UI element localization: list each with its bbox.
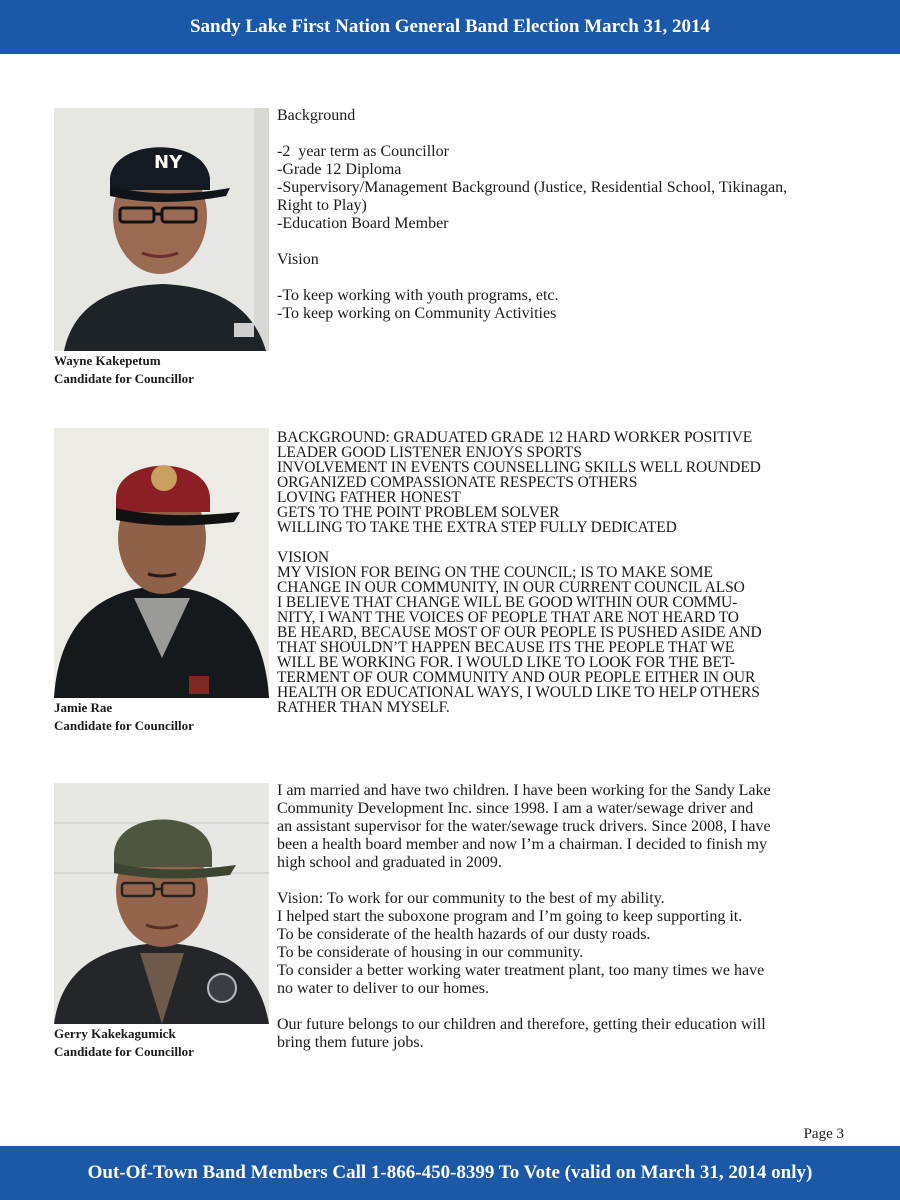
bio-line: To be considerate of the health hazards of our dusty roads. <box>277 926 651 943</box>
bio-line <box>277 125 857 143</box>
bio-line: I BELIEVE THAT CHANGE WILL BE GOOD WITHIN OUR COMMU- <box>277 594 738 611</box>
bio-line: RATHER THAN MYSELF. <box>277 699 450 716</box>
bio-line: bring them future jobs. <box>277 1034 424 1051</box>
footer-bar <box>0 1146 900 1200</box>
bio-line: Our future belongs to our children and therefore, getting their education will <box>277 1016 766 1033</box>
header-bar <box>0 0 900 54</box>
bio-line <box>277 269 857 287</box>
candidate-photo-gerry <box>54 783 269 1024</box>
bio-line: BE HEARD, BECAUSE MOST OF OUR PEOPLE IS PUSHED ASIDE AND <box>277 624 762 641</box>
candidate-caption-gerry <box>54 1025 274 1061</box>
bio-line: To be considerate of housing in our community. <box>277 944 584 961</box>
candidate-bio-gerry <box>277 782 857 1052</box>
bio-line <box>277 998 857 1016</box>
bio-line <box>277 535 857 550</box>
bio-line: BACKGROUND: GRADUATED GRADE 12 HARD WORKER POSITIVE <box>277 429 753 446</box>
bio-line: -Supervisory/Management Background (Justice, Residential School, Tikinagan, <box>277 179 788 196</box>
svg-text:NY: NY <box>154 152 183 173</box>
bio-line: -2 year term as Councillor <box>277 143 449 160</box>
bio-line: I am married and have two children. I have been working for the Sandy Lake <box>277 782 771 799</box>
page-number: Page 3 <box>803 1126 844 1142</box>
candidate-role: Candidate for Councillor <box>54 718 194 733</box>
candidate-name: Jamie Rae <box>54 700 113 715</box>
candidate-caption-wayne <box>54 352 274 388</box>
candidate-name: Wayne Kakepetum <box>54 353 161 368</box>
bio-line: ORGANIZED COMPASSIONATE RESPECTS OTHERS <box>277 474 638 491</box>
bio-line: -Education Board Member <box>277 215 449 232</box>
bio-line <box>277 872 857 890</box>
bio-line: THAT SHOULDN’T HAPPEN BECAUSE ITS THE PEOPLE THAT WE <box>277 639 735 656</box>
bio-line: -Grade 12 Diploma <box>277 161 402 178</box>
bio-line: LEADER GOOD LISTENER ENJOYS SPORTS <box>277 444 582 461</box>
bio-line: no water to deliver to our homes. <box>277 980 489 997</box>
candidate-role: Candidate for Councillor <box>54 371 194 386</box>
bio-line: NITY, I WANT THE VOICES OF PEOPLE THAT ARE NOT HEARD TO <box>277 609 739 626</box>
bio-line: -To keep working with youth programs, etc. <box>277 287 559 304</box>
bio-line: Community Development Inc. since 1998. I am a water/sewage driver and <box>277 800 754 817</box>
bio-line: LOVING FATHER HONEST <box>277 489 461 506</box>
candidate-bio-wayne <box>277 107 857 323</box>
bio-line: HEALTH OR EDUCATIONAL WAYS, I WOULD LIKE TO HELP OTHERS <box>277 684 760 701</box>
bio-line: GETS TO THE POINT PROBLEM SOLVER <box>277 504 560 521</box>
bio-line: Vision: To work for our community to the best of my ability. <box>277 890 665 907</box>
bio-line: MY VISION FOR BEING ON THE COUNCIL; IS TO MAKE SOME <box>277 564 713 581</box>
candidate-caption-jamie <box>54 699 274 735</box>
bio-line: Background <box>277 107 356 124</box>
bio-line: I helped start the suboxone program and I’m going to keep supporting it. <box>277 908 743 925</box>
bio-line: CHANGE IN OUR COMMUNITY, IN OUR CURRENT COUNCIL ALSO <box>277 579 745 596</box>
bio-line: -To keep working on Community Activities <box>277 305 557 322</box>
bio-line: high school and graduated in 2009. <box>277 854 502 871</box>
bio-line: Vision <box>277 251 319 268</box>
bio-line: Right to Play) <box>277 197 367 214</box>
bio-line: VISION <box>277 549 329 566</box>
vote-info-text: Out-Of-Town Band Members Call 1-866-450-8399 To Vote (valid on March 31, 2014 only) <box>87 1162 813 1183</box>
candidate-name: Gerry Kakekagumick <box>54 1026 176 1041</box>
page-title: Sandy Lake First Nation General Band Election March 31, 2014 <box>189 16 711 37</box>
candidate-role: Candidate for Councillor <box>54 1044 194 1059</box>
candidate-bio-jamie <box>277 430 857 715</box>
bio-line <box>277 233 857 251</box>
bio-line: an assistant supervisor for the water/sewage truck drivers. Since 2008, I have <box>277 818 771 835</box>
bio-line: been a health board member and now I’m a chairman. I decided to finish my <box>277 836 768 853</box>
candidate-photo-jamie <box>54 428 269 698</box>
bio-line: INVOLVEMENT IN EVENTS COUNSELLING SKILLS WELL ROUNDED <box>277 459 761 476</box>
bio-line: To consider a better working water treatment plant, too many times we have <box>277 962 765 979</box>
bio-line: WILLING TO TAKE THE EXTRA STEP FULLY DEDICATED <box>277 519 677 536</box>
bio-line: WILL BE WORKING FOR. I WOULD LIKE TO LOOK FOR THE BET- <box>277 654 735 671</box>
candidate-photo-wayne <box>54 108 269 351</box>
bio-line: TERMENT OF OUR COMMUNITY AND OUR PEOPLE EITHER IN OUR <box>277 669 756 686</box>
